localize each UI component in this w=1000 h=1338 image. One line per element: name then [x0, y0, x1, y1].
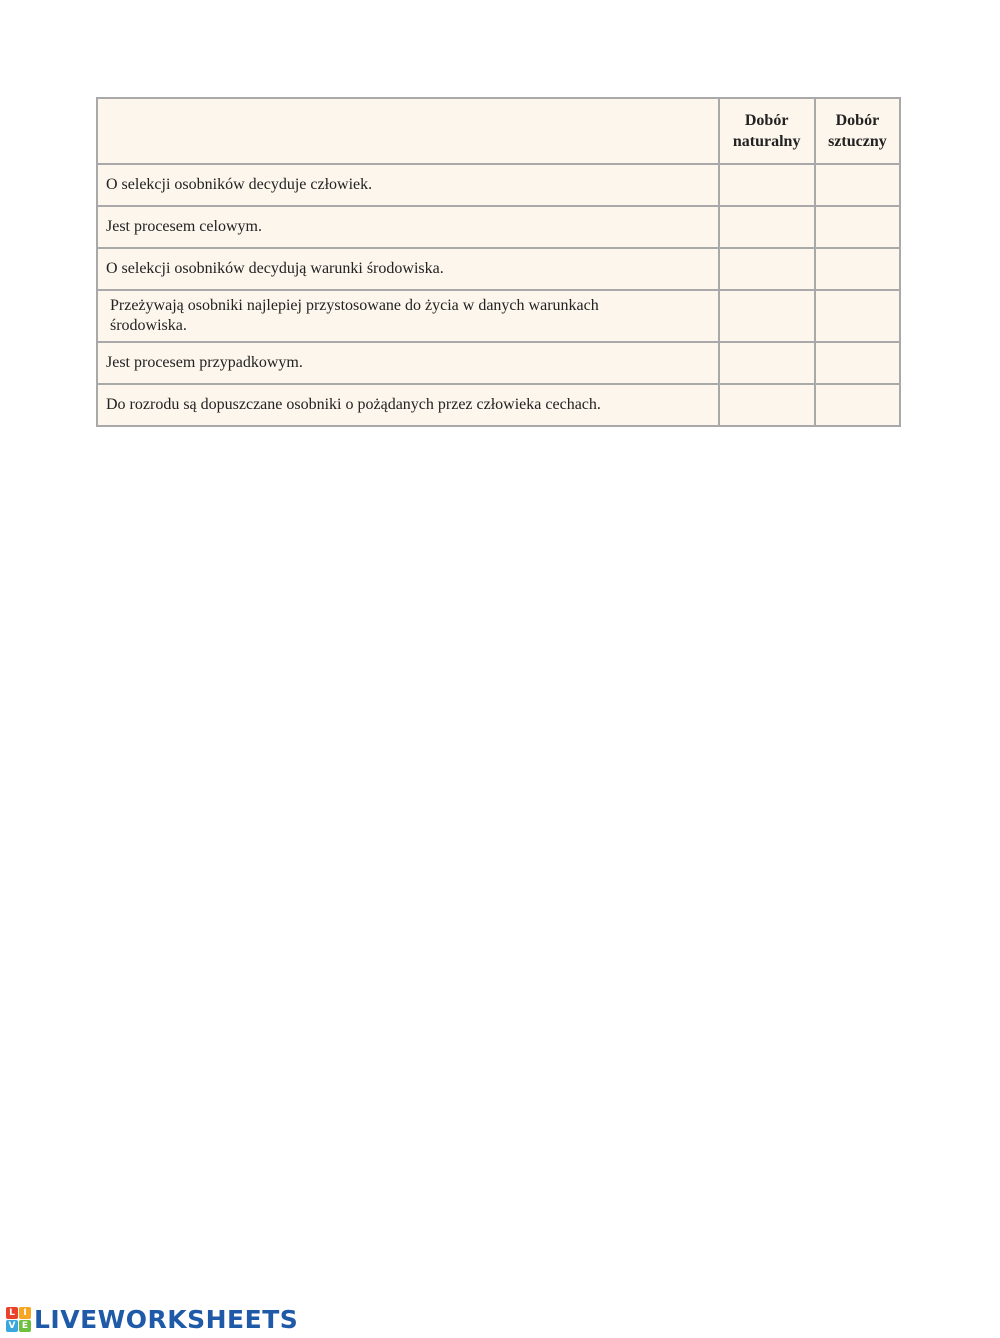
answer-cell-artificial[interactable]	[815, 206, 900, 248]
logo-mark-letter: I	[19, 1307, 31, 1319]
statement-line2: środowiska.	[110, 317, 187, 334]
statement-cell: O selekcji osobników decyduje człowiek.	[97, 164, 719, 206]
statement-line1: Przeżywają osobniki najlepiej przystosowane do życia w danych warunkach	[110, 297, 599, 314]
answer-cell-natural[interactable]	[719, 206, 815, 248]
table-row	[97, 342, 900, 384]
header-natural-selection	[719, 98, 815, 164]
header-artificial-selection	[815, 98, 900, 164]
table-row	[97, 164, 900, 206]
header-artificial-line2: sztuczny	[828, 133, 887, 150]
liveworksheets-logo[interactable]	[6, 1304, 298, 1334]
table-row	[97, 248, 900, 290]
statement-cell	[97, 290, 719, 342]
answer-cell-artificial[interactable]	[815, 164, 900, 206]
statement-cell: Do rozrodu są dopuszczane osobniki o pożądanych przez człowieka cechach.	[97, 384, 719, 426]
logo-mark-icon	[6, 1307, 31, 1332]
classification-table	[96, 97, 901, 427]
answer-cell-natural[interactable]	[719, 248, 815, 290]
statement-cell: Jest procesem celowym.	[97, 206, 719, 248]
answer-cell-natural[interactable]	[719, 342, 815, 384]
answer-cell-natural[interactable]	[719, 384, 815, 426]
logo-mark-letter: E	[19, 1320, 31, 1332]
statement-cell: O selekcji osobników decydują warunki środowiska.	[97, 248, 719, 290]
logo-mark-letter: L	[6, 1307, 18, 1319]
answer-cell-natural[interactable]	[719, 290, 815, 342]
table-row	[97, 206, 900, 248]
logo-text: LIVEWORKSHEETS	[34, 1304, 299, 1334]
table-header-row	[97, 98, 900, 164]
header-statement	[97, 98, 719, 164]
table-row	[97, 384, 900, 426]
header-natural-line2: naturalny	[732, 133, 801, 150]
header-natural-line1: Dobór	[744, 112, 789, 129]
answer-cell-artificial[interactable]	[815, 384, 900, 426]
table-row	[97, 290, 900, 342]
logo-mark-letter: V	[6, 1320, 18, 1332]
statement-cell: Jest procesem przypadkowym.	[97, 342, 719, 384]
header-artificial-line1: Dobór	[835, 112, 880, 129]
answer-cell-natural[interactable]	[719, 164, 815, 206]
answer-cell-artificial[interactable]	[815, 290, 900, 342]
answer-cell-artificial[interactable]	[815, 248, 900, 290]
answer-cell-artificial[interactable]	[815, 342, 900, 384]
